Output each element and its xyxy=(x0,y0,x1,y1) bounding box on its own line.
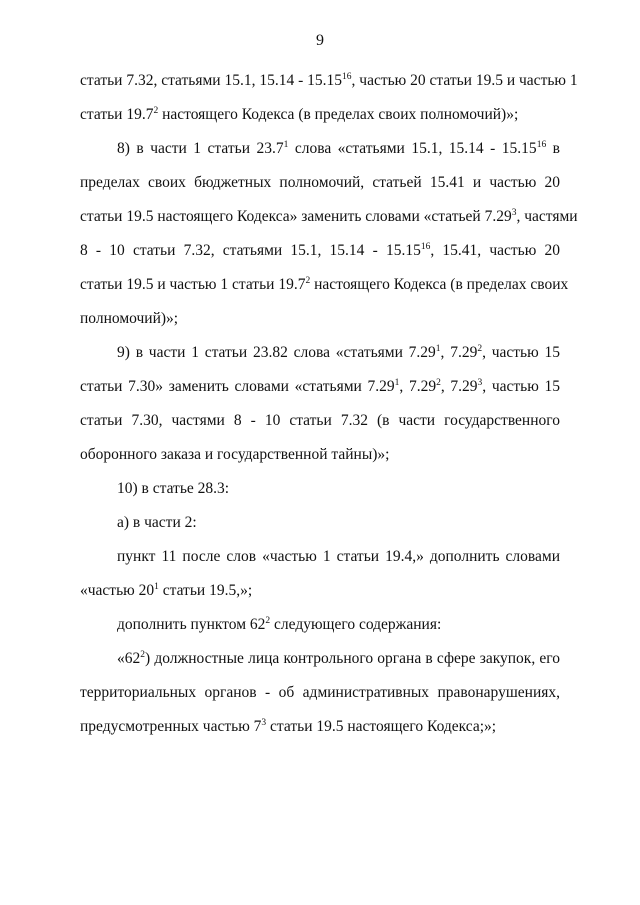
superscript: 2 xyxy=(305,276,311,286)
superscript: 3 xyxy=(261,718,267,728)
superscript: 3 xyxy=(511,208,517,218)
superscript: 2 xyxy=(140,650,145,660)
text-run: , 7.29 xyxy=(440,378,478,395)
text-run: настоящего Кодекса (в пределах своих полномочий)»; xyxy=(158,106,519,123)
superscript: 2 xyxy=(265,616,271,626)
text-run: 9) в части 1 статьи 23.82 слова «статьями 7.29 xyxy=(117,344,436,361)
text-run: статьи 7.32, статьями 15.1, 15.14 - 15.15 xyxy=(80,72,343,89)
text-run: статьи 19.5 и частью 1 статьи 19.7 xyxy=(80,276,306,293)
superscript: 1 xyxy=(435,344,441,354)
text-line xyxy=(117,616,560,634)
text-run: статьи 7.30» заменить словами «статьями 7.29 xyxy=(80,378,395,395)
text-line xyxy=(80,276,569,294)
text-run: , частями xyxy=(516,208,578,225)
text-line xyxy=(80,72,578,90)
text-run: пункт 11 после слов «частью 1 статьи 19.4,» дополнить словами xyxy=(117,548,560,565)
text-line xyxy=(80,684,560,702)
text-run: ) должностные лица контрольного органа в сфере закупок, его xyxy=(145,650,560,667)
text-run: статьи 19.7 xyxy=(80,106,154,123)
text-run: , частью 15 xyxy=(482,378,560,395)
text-line xyxy=(117,480,560,498)
superscript: 16 xyxy=(342,72,352,82)
superscript: 1 xyxy=(394,378,400,388)
text-run: статьи 19.5 настоящего Кодекса» заменить словами «статьей 7.29 xyxy=(80,208,512,225)
text-line xyxy=(117,650,560,668)
text-line xyxy=(80,718,560,736)
text-run: полномочий)»; xyxy=(80,310,179,327)
text-line xyxy=(80,310,560,328)
text-line xyxy=(80,242,560,260)
text-line xyxy=(80,378,560,396)
text-run: 8) в части 1 статьи 23.7 xyxy=(117,140,284,157)
text-run: территориальных органов - об административных правонарушениях, xyxy=(80,684,560,701)
text-line xyxy=(117,548,560,566)
text-run: «частью 20 xyxy=(80,582,155,599)
text-run: пределах своих бюджетных полномочий, статьей 15.41 и частью 20 xyxy=(80,174,560,191)
superscript: 16 xyxy=(420,242,431,252)
text-run: статьи 7.30, частями 8 - 10 статьи 7.32 (в части государственного xyxy=(80,412,560,429)
text-line xyxy=(80,412,560,430)
superscript: 1 xyxy=(283,140,289,150)
text-run: статьи 19.5,»; xyxy=(158,582,253,599)
text-line xyxy=(80,582,560,600)
text-run: слова «статьями 15.1, 15.14 - 15.15 xyxy=(288,140,537,157)
page-number: 9 xyxy=(316,32,324,49)
text-line xyxy=(117,514,560,532)
text-line xyxy=(117,344,560,362)
superscript: 2 xyxy=(477,344,483,354)
text-line xyxy=(80,446,560,464)
text-run: , 15.41, частью 20 xyxy=(430,242,560,259)
text-run: настоящего Кодекса (в пределах своих xyxy=(310,276,569,293)
text-run: следующего содержания: xyxy=(270,616,442,633)
text-line xyxy=(80,208,578,226)
text-run: оборонного заказа и государственной тайны)»; xyxy=(80,446,390,463)
superscript: 3 xyxy=(477,378,483,388)
text-run: 10) в статье 28.3: xyxy=(117,480,230,497)
text-line xyxy=(80,174,560,192)
text-line xyxy=(80,106,560,124)
text-run: 8 - 10 статьи 7.32, статьями 15.1, 15.14 - 15.15 xyxy=(80,242,421,259)
superscript: 2 xyxy=(153,106,159,116)
text-run: статьи 19.5 настоящего Кодекса;»; xyxy=(266,718,497,735)
text-run: , частью 20 статьи 19.5 и частью 1 xyxy=(351,72,578,89)
text-line xyxy=(117,140,560,158)
text-run: , частью 15 xyxy=(482,344,560,361)
text-run: а) в части 2: xyxy=(117,514,197,531)
superscript: 1 xyxy=(154,582,159,592)
superscript: 2 xyxy=(436,378,441,388)
text-run: в xyxy=(546,140,560,157)
text-run: «62 xyxy=(117,650,141,667)
text-run: , 7.29 xyxy=(399,378,437,395)
superscript: 16 xyxy=(536,140,547,150)
text-run: дополнить пунктом 62 xyxy=(117,616,266,633)
text-run: , 7.29 xyxy=(440,344,478,361)
text-run: предусмотренных частью 7 xyxy=(80,718,262,735)
